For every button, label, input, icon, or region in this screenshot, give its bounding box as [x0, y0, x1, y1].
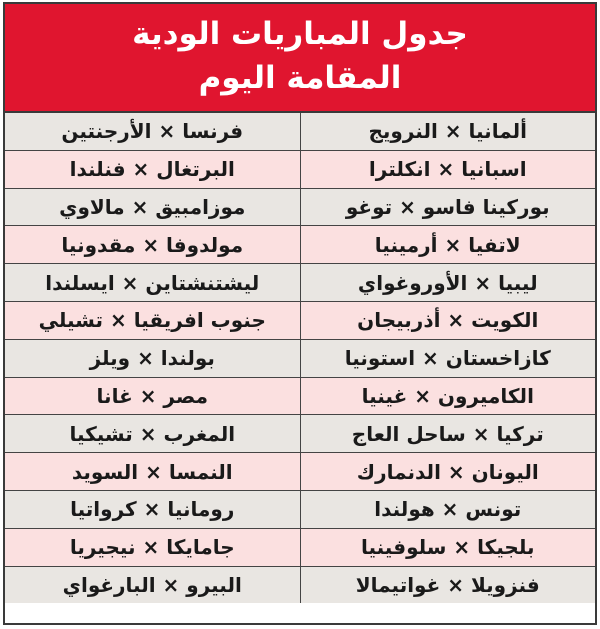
table-row — [5, 113, 595, 150]
match-cell: النمسا × السويد — [5, 453, 300, 491]
table-row — [5, 226, 595, 264]
match-cell: جنوب افريقيا × تشيلي — [5, 301, 300, 339]
match-cell: لاتفيا × أرمينيا — [300, 226, 595, 264]
match-cell: اليونان × الدنمارك — [300, 453, 595, 491]
table-row — [5, 377, 595, 415]
match-cell: بوركينا فاسو × توغو — [300, 188, 595, 226]
match-cell: موزامبيق × مالاوي — [5, 188, 300, 226]
match-cell: بلجيكا × سلوفينيا — [300, 528, 595, 566]
match-cell: فنزويلا × غواتيمالا — [300, 566, 595, 603]
title-banner — [5, 4, 595, 113]
match-cell: تركيا × ساحل العاج — [300, 415, 595, 453]
table-row — [5, 301, 595, 339]
table-row — [5, 566, 595, 603]
match-cell: الكويت × أذربيجان — [300, 301, 595, 339]
page-title: جدول المباريات الودية — [132, 16, 468, 52]
table-row — [5, 415, 595, 453]
match-cell: مولدوفا × مقدونيا — [5, 226, 300, 264]
match-cell: تونس × هولندا — [300, 490, 595, 528]
table-row — [5, 339, 595, 377]
match-cell: الكاميرون × غينيا — [300, 377, 595, 415]
match-cell: ليبيا × الأوروغواي — [300, 264, 595, 302]
match-cell: البيرو × البارغواي — [5, 566, 300, 603]
fixtures-panel — [3, 2, 597, 625]
match-cell: كازاخستان × استونيا — [300, 339, 595, 377]
match-cell: فرنسا × الأرجنتين — [5, 113, 300, 150]
table-row — [5, 528, 595, 566]
match-cell: البرتغال × فنلندا — [5, 150, 300, 188]
table-row — [5, 490, 595, 528]
page-subtitle: المقامة اليوم — [198, 60, 402, 96]
match-cell: المغرب × تشيكيا — [5, 415, 300, 453]
table-row — [5, 188, 595, 226]
match-cell: ألمانيا × النرويج — [300, 113, 595, 150]
fixtures-table — [5, 113, 595, 603]
match-cell: بولندا × ويلز — [5, 339, 300, 377]
table-row — [5, 150, 595, 188]
match-cell: جامايكا × نيجيريا — [5, 528, 300, 566]
match-cell: رومانيا × كرواتيا — [5, 490, 300, 528]
match-cell: مصر × غانا — [5, 377, 300, 415]
table-row — [5, 264, 595, 302]
table-row — [5, 453, 595, 491]
match-cell: اسبانيا × انكلترا — [300, 150, 595, 188]
match-cell: ليشتنشتاين × ايسلندا — [5, 264, 300, 302]
